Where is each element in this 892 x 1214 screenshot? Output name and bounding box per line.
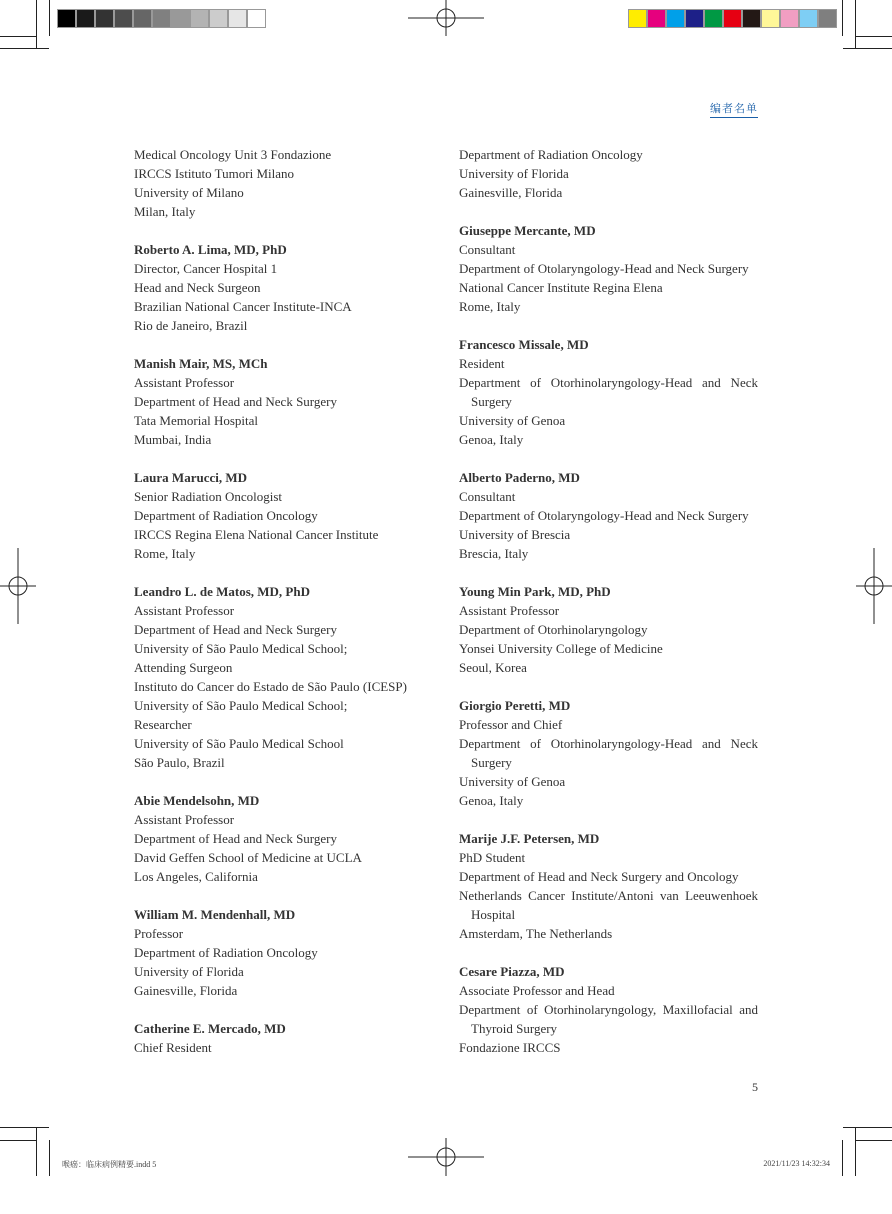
affiliation-line: Gainesville, Florida xyxy=(134,983,238,998)
running-header: 编者名单 xyxy=(710,100,758,118)
contributor-name: William M. Mendenhall, MD xyxy=(134,907,296,922)
color-swatch xyxy=(171,9,190,28)
affiliation-line: Attending Surgeon xyxy=(134,660,233,675)
affiliation-line: IRCCS Istituto Tumori Milano xyxy=(134,166,295,181)
affiliation-line: University of Brescia xyxy=(459,527,571,542)
left-column xyxy=(134,145,434,1076)
affiliation-line: Department of Otorhinolaryngology xyxy=(459,622,648,637)
color-swatch xyxy=(647,9,666,28)
affiliation-line: Department of Radiation Oncology xyxy=(134,945,318,960)
color-swatch xyxy=(209,9,228,28)
affiliation-line: Department of Otolaryngology-Head and Neck Surgery xyxy=(459,508,749,523)
affiliation-line: Department of Head and Neck Surgery xyxy=(134,394,337,409)
contributor-entry xyxy=(134,145,434,221)
affiliation-line: Brescia, Italy xyxy=(459,546,529,561)
crop-mark xyxy=(0,1140,36,1141)
affiliation-line: Head and Neck Surgeon xyxy=(134,280,261,295)
crop-mark xyxy=(0,48,49,49)
affiliation-line: Chief Resident xyxy=(134,1040,212,1055)
affiliation-line: University of Genoa xyxy=(459,774,566,789)
contributor-entry xyxy=(459,829,758,943)
affiliation-line: Consultant xyxy=(459,489,516,504)
affiliation-line: Senior Radiation Oncologist xyxy=(134,489,283,504)
affiliation-line: University of São Paulo Medical School; xyxy=(134,641,348,656)
affiliation-line: Consultant xyxy=(459,242,516,257)
contributor-name: Manish Mair, MS, MCh xyxy=(134,356,268,371)
color-swatch xyxy=(628,9,647,28)
crop-mark xyxy=(0,36,36,37)
affiliation-line: Department of Otorhinolaryngology, Maxillofacial and Thyroid Surgery xyxy=(459,1002,758,1036)
color-swatch xyxy=(133,9,152,28)
contributor-name: Marije J.F. Petersen, MD xyxy=(459,831,600,846)
affiliation-line: IRCCS Regina Elena National Cancer Institute xyxy=(134,527,379,542)
registration-mark-left xyxy=(0,548,76,624)
color-swatch xyxy=(95,9,114,28)
color-swatch xyxy=(76,9,95,28)
contributor-name: Leandro L. de Matos, MD, PhD xyxy=(134,584,310,599)
crop-mark xyxy=(0,1127,49,1128)
affiliation-line: University of Florida xyxy=(459,166,569,181)
contributor-name: Roberto A. Lima, MD, PhD xyxy=(134,242,287,257)
affiliation-line: Instituto do Cancer do Estado de São Paulo (ICESP) xyxy=(134,679,407,694)
affiliation-line: Medical Oncology Unit 3 Fondazione xyxy=(134,147,332,162)
color-swatch xyxy=(152,9,171,28)
footer-file-name: 喉癌：临床病例精要.indd 5 xyxy=(62,1160,157,1169)
contributor-entry xyxy=(134,468,434,563)
affiliation-line: Professor and Chief xyxy=(459,717,563,732)
affiliation-line: Brazilian National Cancer Institute-INCA xyxy=(134,299,352,314)
contributor-entry xyxy=(459,468,758,563)
affiliation-line: Amsterdam, The Netherlands xyxy=(459,926,613,941)
crop-mark xyxy=(843,48,892,49)
contributor-entry xyxy=(134,791,434,886)
affiliation-line: Professor xyxy=(134,926,184,941)
crop-mark xyxy=(49,0,50,36)
contributor-entry xyxy=(459,696,758,810)
color-swatch xyxy=(228,9,247,28)
affiliation-line: Rome, Italy xyxy=(459,299,521,314)
contributor-entry xyxy=(134,1019,434,1057)
color-swatch xyxy=(666,9,685,28)
affiliation-line: Resident xyxy=(459,356,505,371)
affiliation-line: Department of Head and Neck Surgery xyxy=(134,622,337,637)
crop-mark xyxy=(843,1127,892,1128)
color-swatch xyxy=(742,9,761,28)
crop-mark xyxy=(855,1127,856,1176)
contributor-name: Francesco Missale, MD xyxy=(459,337,589,352)
color-swatch xyxy=(761,9,780,28)
affiliation-line: Rio de Janeiro, Brazil xyxy=(134,318,248,333)
crop-mark xyxy=(856,36,892,37)
affiliation-line: Department of Head and Neck Surgery xyxy=(134,831,337,846)
affiliation-line: Seoul, Korea xyxy=(459,660,527,675)
color-swatch xyxy=(114,9,133,28)
contributor-name: Catherine E. Mercado, MD xyxy=(134,1021,286,1036)
color-swatch xyxy=(247,9,266,28)
color-swatch xyxy=(704,9,723,28)
affiliation-line: Department of Radiation Oncology xyxy=(134,508,318,523)
registration-mark-top xyxy=(408,0,484,76)
affiliation-line: Assistant Professor xyxy=(134,603,235,618)
affiliation-line: Associate Professor and Head xyxy=(459,983,615,998)
affiliation-line: University of Genoa xyxy=(459,413,566,428)
contributor-entry xyxy=(459,335,758,449)
crop-mark xyxy=(36,0,37,49)
affiliation-line: Department of Otorhinolaryngology-Head and Neck Surgery xyxy=(459,375,758,409)
contributor-entry xyxy=(459,221,758,316)
contributor-name: Abie Mendelsohn, MD xyxy=(134,793,260,808)
affiliation-line: Mumbai, India xyxy=(134,432,212,447)
contributor-entry xyxy=(134,582,434,772)
contributor-name: Giorgio Peretti, MD xyxy=(459,698,571,713)
contributor-name: Alberto Paderno, MD xyxy=(459,470,580,485)
color-swatch xyxy=(780,9,799,28)
contributor-entry xyxy=(459,962,758,1057)
affiliation-line: Milan, Italy xyxy=(134,204,196,219)
affiliation-line: Researcher xyxy=(134,717,192,732)
color-calibration-bar xyxy=(628,9,837,28)
color-swatch xyxy=(818,9,837,28)
affiliation-line: Yonsei University College of Medicine xyxy=(459,641,663,656)
color-swatch xyxy=(190,9,209,28)
affiliation-line: Assistant Professor xyxy=(459,603,560,618)
affiliation-line: Los Angeles, California xyxy=(134,869,258,884)
contributor-name: Laura Marucci, MD xyxy=(134,470,248,485)
crop-mark xyxy=(855,0,856,49)
crop-mark xyxy=(856,1140,892,1141)
affiliation-line: Tata Memorial Hospital xyxy=(134,413,259,428)
color-swatch xyxy=(685,9,704,28)
crop-mark xyxy=(36,1127,37,1176)
crop-mark xyxy=(842,0,843,36)
affiliation-line: Assistant Professor xyxy=(134,375,235,390)
right-column xyxy=(459,145,758,1076)
color-swatch xyxy=(799,9,818,28)
affiliation-line: University of São Paulo Medical School xyxy=(134,736,344,751)
affiliation-line: PhD Student xyxy=(459,850,526,865)
affiliation-line: Department of Radiation Oncology xyxy=(459,147,643,162)
affiliation-line: Department of Otorhinolaryngology-Head and Neck Surgery xyxy=(459,736,758,770)
affiliation-line: Netherlands Cancer Institute/Antoni van Leeuwenhoek Hospital xyxy=(459,888,758,922)
affiliation-line: São Paulo, Brazil xyxy=(134,755,225,770)
contributor-entry xyxy=(134,905,434,1000)
contributor-entry xyxy=(459,582,758,677)
contributor-entry xyxy=(134,354,434,449)
page-number: 5 xyxy=(752,1080,758,1094)
affiliation-line: Gainesville, Florida xyxy=(459,185,563,200)
crop-mark xyxy=(49,1140,50,1176)
contributor-name: Cesare Piazza, MD xyxy=(459,964,565,979)
gray-calibration-bar xyxy=(57,9,266,28)
affiliation-line: Director, Cancer Hospital 1 xyxy=(134,261,278,276)
registration-mark-bottom xyxy=(408,1138,484,1214)
crop-mark xyxy=(842,1140,843,1176)
affiliation-line: University of São Paulo Medical School; xyxy=(134,698,348,713)
affiliation-line: Rome, Italy xyxy=(134,546,196,561)
contributor-name: Young Min Park, MD, PhD xyxy=(459,584,611,599)
color-swatch xyxy=(57,9,76,28)
color-swatch xyxy=(723,9,742,28)
contributor-entry xyxy=(134,240,434,335)
affiliation-line: David Geffen School of Medicine at UCLA xyxy=(134,850,362,865)
affiliation-line: Assistant Professor xyxy=(134,812,235,827)
affiliation-line: Genoa, Italy xyxy=(459,793,524,808)
contributor-name: Giuseppe Mercante, MD xyxy=(459,223,596,238)
footer-timestamp: 2021/11/23 14:32:34 xyxy=(763,1159,830,1168)
registration-mark-right xyxy=(816,548,892,624)
contributor-entry xyxy=(459,145,758,202)
affiliation-line: Fondazione IRCCS xyxy=(459,1040,561,1055)
affiliation-line: Genoa, Italy xyxy=(459,432,524,447)
affiliation-line: Department of Otolaryngology-Head and Neck Surgery xyxy=(459,261,749,276)
affiliation-line: National Cancer Institute Regina Elena xyxy=(459,280,663,295)
affiliation-line: University of Milano xyxy=(134,185,244,200)
affiliation-line: University of Florida xyxy=(134,964,244,979)
affiliation-line: Department of Head and Neck Surgery and Oncology xyxy=(459,869,739,884)
